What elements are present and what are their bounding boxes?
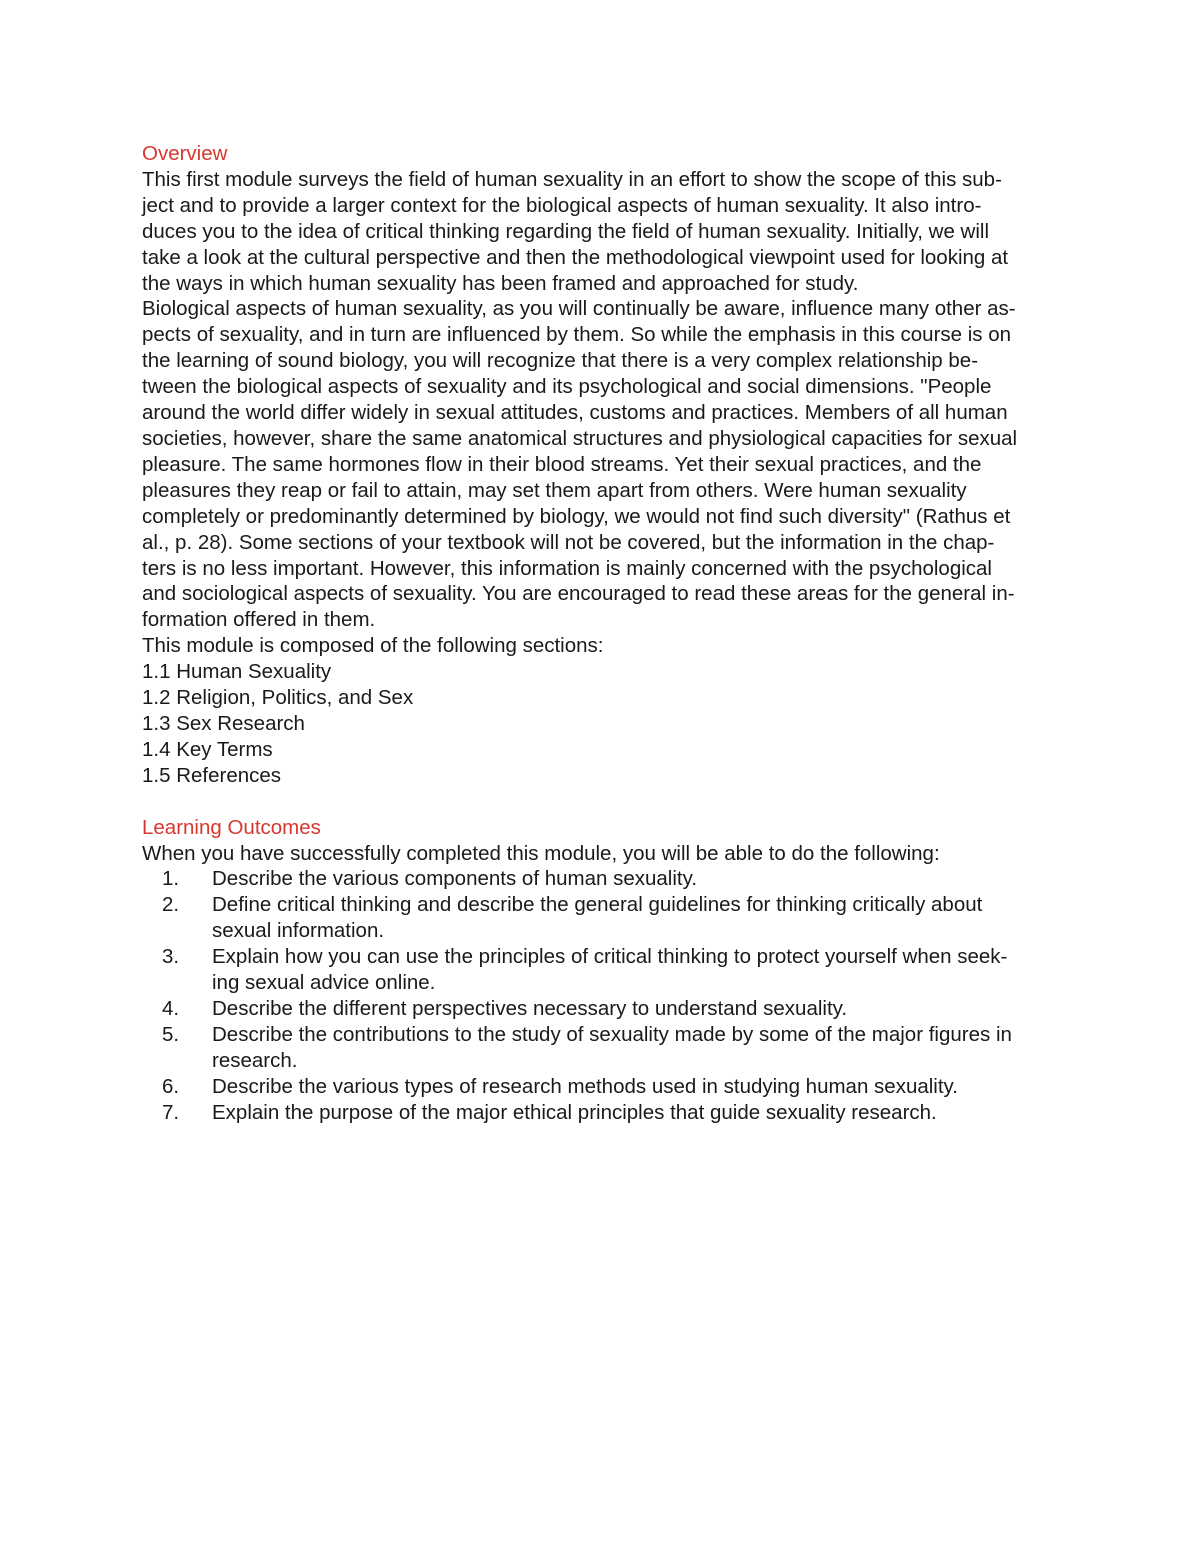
overview-line: around the world differ widely in sexual attitudes, customs and practices. Members of all human [142,401,1008,425]
section-item: 1.4 Key Terms [142,737,273,761]
outcome-item [142,1100,1062,1126]
outcome-text: Describe the various types of research methods used in studying human sexuality. [212,1074,958,1098]
outcome-item [142,1022,1062,1074]
overview-line: tween the biological aspects of sexuality and its psychological and social dimensions. "People [142,375,992,399]
outcomes-list [142,866,1062,1125]
outcomes-intro: When you have successfully completed this module, you will be able to do the following: [142,841,940,865]
overview-line: This first module surveys the field of human sexuality in an effort to show the scope of this sub- [142,167,1002,191]
overview-line: duces you to the idea of critical thinking regarding the field of human sexuality. Initially, we will [142,219,990,243]
overview-line: al., p. 28). Some sections of your textbook will not be covered, but the information in the chap- [142,530,995,554]
overview-line: take a look at the cultural perspective and then the methodological viewpoint used for looking at [142,245,1009,269]
overview-line: pects of sexuality, and in turn are influenced by them. So while the emphasis in this course is on [142,323,1012,347]
overview-line: completely or predominantly determined by biology, we would not find such diversity" (Rathus et [142,504,1011,528]
section-item: 1.2 Religion, Politics, and Sex [142,686,414,710]
overview-line: the ways in which human sexuality has been framed and approached for study. [142,271,859,295]
overview-line: This module is composed of the following sections: [142,634,604,658]
outcome-text: Explain how you can use the principles of critical thinking to protect yourself when seek- ing sexual advice online. [212,945,1008,995]
overview-line: Biological aspects of human sexuality, as you will continually be aware, influence many other as- [142,297,1016,321]
outcome-text: Describe the various components of human sexuality. [212,867,698,891]
outcome-item [142,892,1062,944]
outcome-item [142,1074,1062,1100]
overview-line: the learning of sound biology, you will recognize that there is a very complex relationship be- [142,349,979,373]
overview-line: societies, however, share the same anatomical structures and physiological capacities for sexual [142,426,1018,450]
outcome-text: Define critical thinking and describe the general guidelines for thinking critically about sexual information. [212,893,983,943]
outcome-text: Describe the contributions to the study of sexuality made by some of the major figures in research. [212,1022,1012,1072]
outcome-number: 3. [162,945,180,969]
outcome-item [142,866,1062,892]
outcome-text: Explain the purpose of the major ethical principles that guide sexuality research. [212,1100,937,1124]
overview-line: ters is no less important. However, this information is mainly concerned with the psychological [142,556,992,580]
document-page [142,141,1062,1126]
outcome-number: 4. [162,997,180,1020]
outcome-item [142,944,1062,996]
overview-body [142,167,1062,659]
overview-line: ject and to provide a larger context for the biological aspects of human sexuality. It also intro- [142,193,982,217]
outcome-number: 2. [162,893,180,917]
overview-line: pleasures they reap or fail to attain, may set them apart from others. Were human sexuality [142,478,967,502]
outcome-number: 7. [162,1100,180,1124]
overview-heading: Overview [142,142,228,165]
learning-outcomes-heading: Learning Outcomes [142,815,321,839]
section-item: 1.3 Sex Research [142,711,305,735]
section-list [142,659,1062,789]
outcome-number: 1. [162,867,180,891]
outcome-text: Describe the different perspectives necessary to understand sexuality. [212,997,848,1020]
section-item: 1.1 Human Sexuality [142,660,332,684]
outcome-number: 5. [162,1022,180,1046]
overview-line: formation offered in them. [142,608,376,632]
section-gap [142,789,1062,815]
outcome-item [142,996,1062,1022]
overview-line: pleasure. The same hormones flow in their blood streams. Yet their sexual practices, and the [142,452,982,476]
section-item: 1.5 References [142,763,282,787]
outcome-number: 6. [162,1074,180,1098]
overview-line: and sociological aspects of sexuality. You are encouraged to read these areas for the general in- [142,582,1015,606]
